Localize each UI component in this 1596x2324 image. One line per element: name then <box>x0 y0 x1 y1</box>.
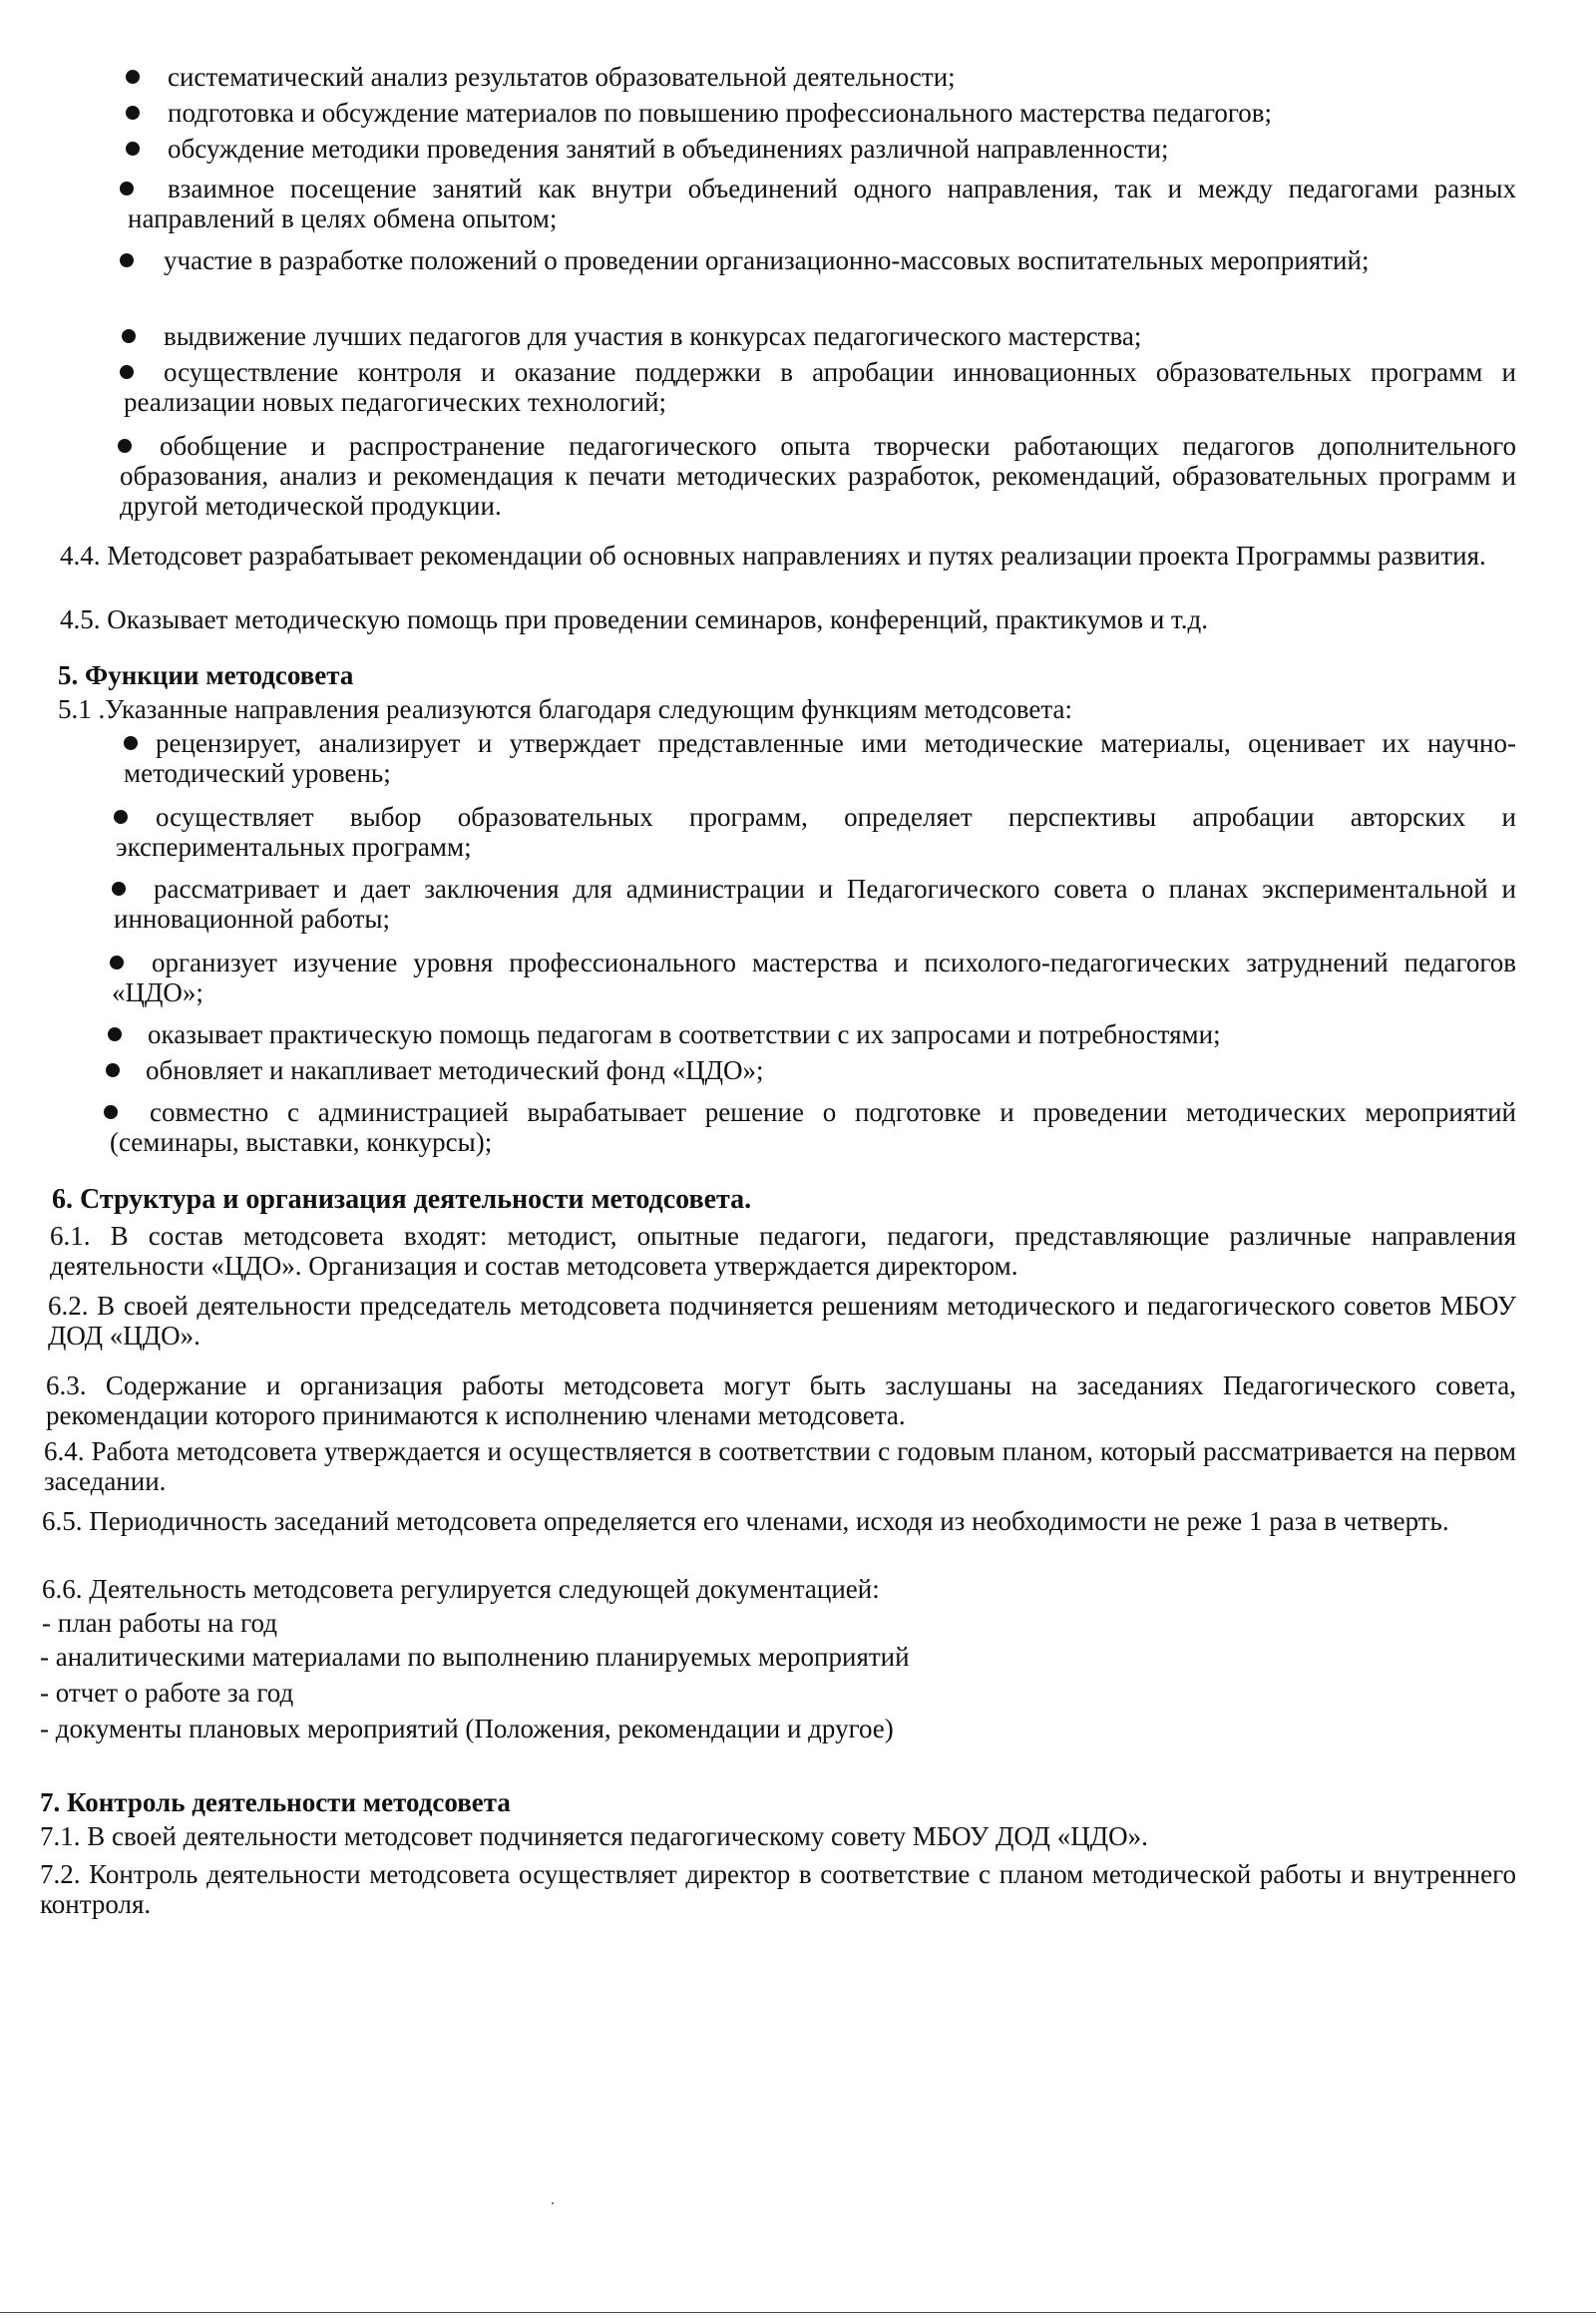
bullet-icon <box>108 1027 122 1041</box>
bullet-icon <box>126 142 140 156</box>
document-list-item: - план работы на год <box>42 1608 277 1638</box>
section-5-bullet-item: оказывает практическую помощь педагогам в соответствии с их запросами и потребностями; <box>148 1019 1221 1049</box>
paragraph-7-2: 7.2. Контроль деятельности методсовета осуществляет директор в соответствие с планом методической работы и внутреннего контроля. <box>40 1859 1516 1919</box>
top-bullet-item: выдвижение лучших педагогов для участия в конкурсах педагогического мастерства; <box>164 321 1142 351</box>
bottom-edge-line <box>0 2312 1596 2313</box>
section-5-intro: 5.1 .Указанные направления реализуются благодаря следующим функциям методсовета: <box>58 694 1072 724</box>
bullet-icon <box>126 106 140 120</box>
paragraph-6-3: 6.3. Содержание и организация работы методсовета могут быть заслушаны на заседаниях Педагогического совета, рекомендации которого принимаются к исполнению членами методсовета. <box>46 1370 1516 1430</box>
paragraph-6-2: 6.2. В своей деятельности председатель методсовета подчиняется решениям методического и педагогического советов МБОУ ДОД «ЦДО». <box>48 1291 1516 1351</box>
section-5-heading: 5. Функции методсовета <box>58 660 354 690</box>
section-5-bullet-item: рецензирует, анализирует и утверждает представленные ими методические материалы, оценивает их научно-методический уровень; <box>124 728 1516 788</box>
bullet-icon <box>126 70 140 84</box>
section-5-bullet-item: совместно с администрацией вырабатывает решение о подготовке и проведении методических мероприятий (семинары, выставки, конкурсы); <box>110 1097 1516 1157</box>
section-5-bullet-item: организует изучение уровня профессионального мастерства и психолого-педагогических затруднений педагогов «ЦДО»; <box>112 948 1516 1007</box>
document-list-item: - отчет о работе за год <box>40 1678 294 1708</box>
document-list-item: - документы плановых мероприятий (Положения, рекомендации и другое) <box>40 1714 894 1743</box>
bullet-icon <box>122 329 136 343</box>
scan-speck <box>552 2202 554 2204</box>
top-bullet-item: участие в разработке положений о проведении организационно-массовых воспитательных мероприятий; <box>164 245 1370 275</box>
top-bullet-item: осуществление контроля и оказание поддержки в апробации инновационных образовательных программ и реализации новых педагогических технологий; <box>124 357 1516 417</box>
paragraph-6-6: 6.6. Деятельность методсовета регулируется следующей документацией: <box>42 1574 880 1604</box>
top-bullet-item: обобщение и распространение педагогического опыта творчески работающих педагогов дополнительного образования, анализ и рекомендация к печати методических разработок, рекомендаций, образовательных программ и другой методической продукции. <box>120 431 1516 521</box>
top-bullet-item: обсуждение методики проведения занятий в объединениях различной направленности; <box>168 134 1169 164</box>
document-list-item: - аналитическими материалами по выполнению планируемых мероприятий <box>40 1642 910 1672</box>
section-5-bullet-item: обновляет и накапливает методический фонд «ЦДО»; <box>146 1055 764 1085</box>
paragraph-4-5: 4.5. Оказывает методическую помощь при проведении семинаров, конференций, практикумов и т.д. <box>60 604 1209 634</box>
paragraph-7-1: 7.1. В своей деятельности методсовет подчиняется педагогическому совету МБОУ ДОД «ЦДО». <box>40 1821 1148 1851</box>
section-5-bullet-item: осуществляет выбор образовательных программ, определяет перспективы апробации авторских и экспериментальных программ; <box>116 802 1516 862</box>
top-bullet-item: взаимное посещение занятий как внутри объединений одного направления, так и между педагогами разных направлений в целях обмена опытом; <box>128 174 1516 233</box>
top-bullet-item: подготовка и обсуждение материалов по повышению профессионального мастерства педагогов; <box>168 98 1273 128</box>
section-7-heading: 7. Контроль деятельности методсовета <box>40 1787 511 1817</box>
top-bullet-item: систематический анализ результатов образовательной деятельности; <box>168 62 956 92</box>
section-5-bullet-item: рассматривает и дает заключения для администрации и Педагогического совета о планах экспериментальной и инновационной работы; <box>114 874 1516 934</box>
paragraph-4-4: 4.4. Методсовет разрабатывает рекомендации об основных направлениях и путях реализации проекта Программы развития. <box>60 541 1486 571</box>
paragraph-6-5: 6.5. Периодичность заседаний методсовета определяется его членами, исходя из необходимости не реже 1 раза в четверть. <box>42 1506 1449 1536</box>
paragraph-6-4: 6.4. Работа методсовета утверждается и осуществляется в соответствии с годовым планом, который рассматривается на первом заседании. <box>44 1436 1516 1496</box>
paragraph-6-1: 6.1. В состав методсовета входят: методист, опытные педагоги, педагоги, представляющие различные направления деятельности «ЦДО». Организация и состав методсовета утверждается директором. <box>50 1221 1516 1281</box>
bullet-icon <box>106 1063 120 1077</box>
section-6-heading: 6. Структура и организация деятельности методсовета. <box>52 1184 752 1215</box>
